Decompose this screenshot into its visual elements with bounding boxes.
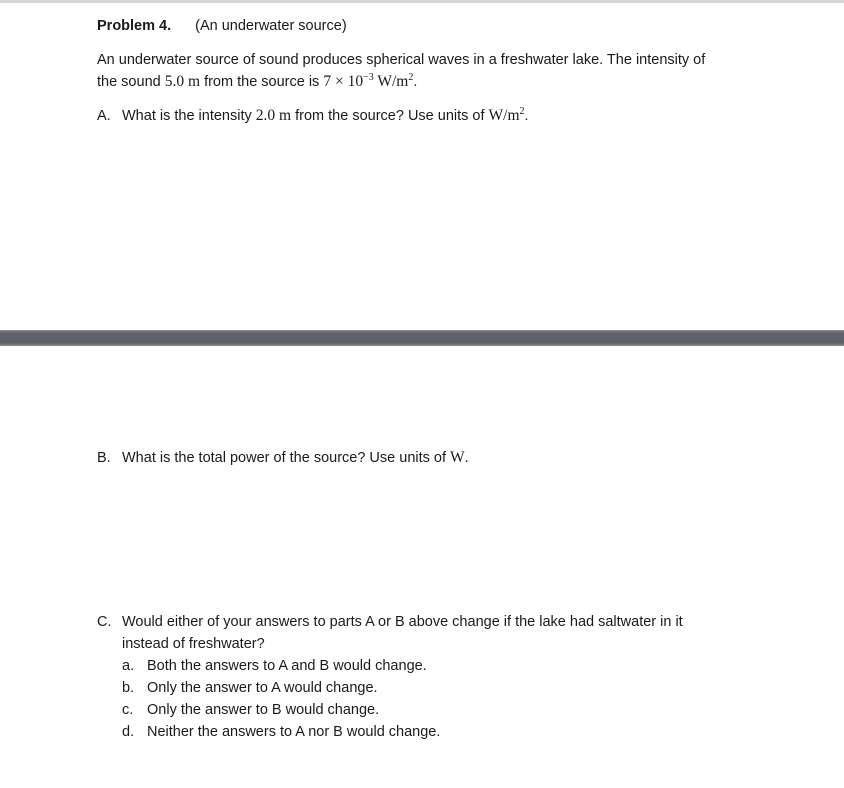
part-b-letter: B. [97, 450, 111, 466]
part-a-unit-base: W/m [488, 107, 520, 124]
intro-line-2 [97, 72, 417, 92]
problem-number: Problem 4. [97, 18, 172, 34]
part-a-distance: 2.0 m [255, 107, 292, 124]
option-b-text: Only the answer to A would change. [147, 680, 378, 696]
intro-text: from the source is [200, 74, 324, 90]
part-c-question-line-2: instead of freshwater? [122, 636, 265, 652]
source-distance: 5.0 m [164, 73, 201, 90]
part-a-unit-exponent: 2 [519, 106, 525, 117]
intro-text: the sound [97, 74, 165, 90]
option-d-text: Neither the answers to A nor B would change. [147, 724, 441, 740]
option-c-text: Only the answer to B would change. [147, 702, 380, 718]
part-c-letter: C. [97, 614, 112, 630]
option-d-letter: d. [122, 724, 135, 740]
problem-header [97, 16, 347, 36]
page-break-divider [0, 330, 844, 346]
top-rule [0, 0, 844, 3]
part-a-unit [489, 107, 525, 124]
part-a-question [122, 106, 529, 126]
option-c-letter: c. [122, 702, 134, 718]
intro-line-1: An underwater source of sound produces spherical waves in a freshwater lake. The intensity of [97, 52, 706, 68]
option-a-letter: a. [122, 658, 135, 674]
part-a-text: What is the intensity [122, 108, 256, 124]
part-b-unit: W [450, 449, 465, 466]
intensity-unit: W/m [373, 73, 409, 90]
intro-text: . [413, 74, 418, 90]
problem-subtitle: (An underwater source) [195, 18, 347, 34]
part-b-text: What is the total power of the source? Use units of [122, 450, 451, 466]
part-a-text: from the source? Use units of [291, 108, 489, 124]
option-a-text: Both the answers to A and B would change. [147, 658, 427, 674]
intensity-value [323, 73, 413, 90]
intensity-unit-exponent: 2 [408, 72, 414, 83]
part-b-question [122, 448, 469, 468]
part-b-text: . [464, 450, 469, 466]
intensity-exponent: −3 [363, 72, 374, 83]
option-b-letter: b. [122, 680, 135, 696]
part-a-text: . [524, 108, 529, 124]
part-c-question-line-1: Would either of your answers to parts A or B above change if the lake had saltwater in it [122, 614, 683, 630]
part-a-letter: A. [97, 108, 111, 124]
intensity-base: 7 × 10 [323, 73, 364, 90]
